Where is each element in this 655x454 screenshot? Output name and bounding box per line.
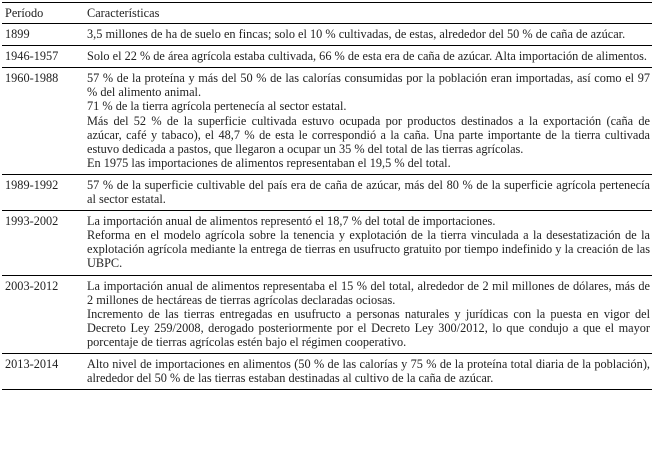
characteristic-line: Incremento de las tierras entregadas en usufructo a personas naturales y jurídicas con la puesta en vigor del Decreto Ley 259/2008, derogado posteriormente por el Decreto Ley 300/2012, lo que condujo a que el mayor porcentaje de tierras agrícolas estén bajo el régimen cooperativo.: [87, 306, 650, 349]
characteristic-line: 3,5 millones de ha de suelo en fincas; solo el 10 % cultivadas, de estas, alrededor del 50 % de caña de azúcar.: [87, 27, 626, 42]
table-row: [2, 174, 652, 210]
characteristic-line: La importación anual de alimentos representaba el 15 % del total, alrededor de 2 mil millones de dólares, más de 2 millones de hectáreas de tierras agrícolas declaradas ociosas.: [87, 278, 650, 307]
table-row: [2, 68, 652, 175]
characteristic-line: 71 % de la tierra agrícola pertenecía al sector estatal.: [87, 99, 347, 114]
characteristic-line: La importación anual de alimentos representó el 18,7 % del total de importaciones.: [87, 214, 496, 229]
table-body: [2, 24, 652, 390]
characteristics-cell: [84, 211, 652, 275]
header-characteristics: Características: [84, 3, 652, 24]
characteristics-cell: [84, 353, 652, 389]
characteristic-line: 57 % de la proteína y más del 50 % de las calorías consumidas por la población eran importadas, así como el 97 % del alimento animal.: [87, 71, 650, 100]
table-row: [2, 24, 652, 46]
table-header: [2, 3, 652, 24]
characteristics-cell: [84, 68, 652, 175]
characteristic-line: Alto nivel de importaciones en alimentos (50 % de las calorías y 75 % de la proteína total diaria de la población), alrededor del 50 % de las tierras estaban destinadas al cultivo de la caña de azúcar.: [87, 356, 650, 386]
period-cell: 2003-2012: [2, 275, 84, 353]
period-cell: 1960-1988: [2, 68, 84, 175]
characteristics-cell: [84, 275, 652, 353]
characteristic-line: Solo el 22 % de área agrícola estaba cultivada, 66 % de esta era de caña de azúcar. Alta importación de alimentos.: [87, 49, 647, 64]
period-cell: 1899: [2, 24, 84, 46]
characteristic-line: En 1975 las importaciones de alimentos representaban el 19,5 % del total.: [87, 155, 451, 170]
table-row: [2, 46, 652, 68]
table-row: [2, 353, 652, 389]
period-cell: 2013-2014: [2, 353, 84, 389]
header-period: Período: [2, 3, 84, 24]
history-table: [2, 2, 652, 390]
period-cell: 1993-2002: [2, 211, 84, 275]
characteristics-cell: [84, 46, 652, 68]
table-row: [2, 275, 652, 353]
table-row: [2, 211, 652, 275]
period-cell: 1989-1992: [2, 174, 84, 210]
characteristic-line: 57 % de la superficie cultivable del país era de caña de azúcar, más del 80 % de la superficie agrícola pertenecía al sector estatal.: [87, 177, 650, 207]
characteristics-cell: [84, 24, 652, 46]
characteristic-line: Reforma en el modelo agrícola sobre la tenencia y explotación de la tierra vinculada a la desestatización de la explotación agrícola mediante la entrega de tierras en usufructo gratuito por tiempo indefinido y la creación de las UBPC.: [87, 228, 650, 271]
header-row: [2, 3, 652, 24]
characteristic-line: Más del 52 % de la superficie cultivada estuvo ocupada por productos destinados a la exportación (caña de azúcar, café y tabaco), el 48,7 % de esta le correspondió a la caña. Una parte importante de la tierra cultivada estuvo dedicada a pastos, que llegaron a ocupar un 35 % del total de las tierras agrícolas.: [87, 113, 650, 156]
period-cell: 1946-1957: [2, 46, 84, 68]
characteristics-cell: [84, 174, 652, 210]
